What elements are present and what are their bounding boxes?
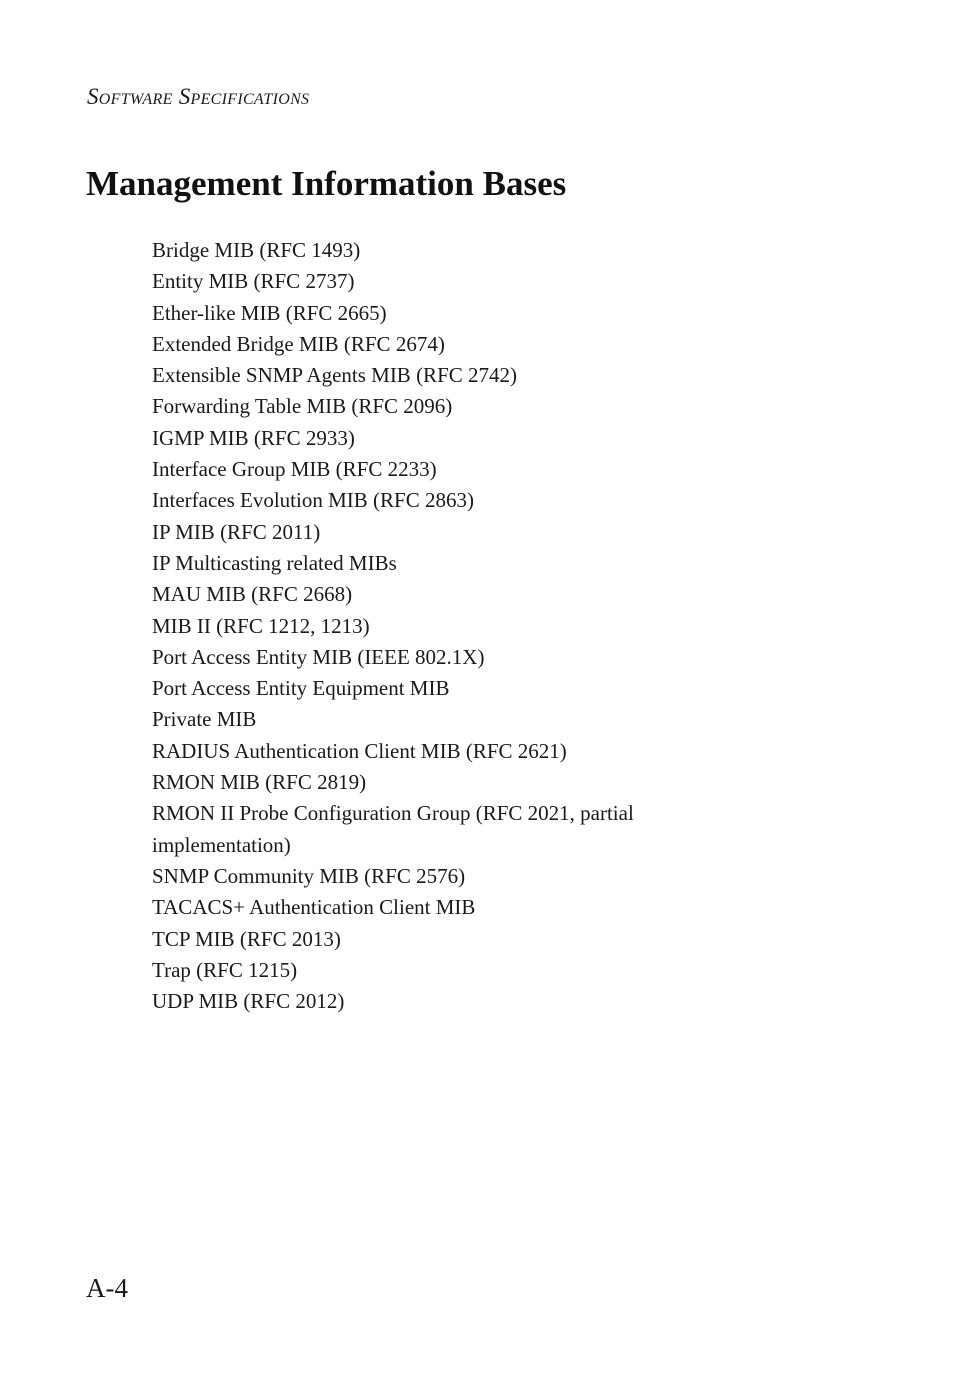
list-item: Bridge MIB (RFC 1493) [152,238,361,262]
list-item: Ether-like MIB (RFC 2665) [152,300,387,325]
list-item: Extensible SNMP Agents MIB (RFC 2742) [152,363,517,388]
list-item: Trap (RFC 1215) [152,957,298,982]
list-item: TCP MIB (RFC 2013) [152,926,341,951]
list-item: RMON MIB (RFC 2819) [152,770,367,795]
list-item: Forwarding Table MIB (RFC 2096) [152,394,453,419]
list-item: Entity MIB (RFC 2737) [152,269,355,294]
page-number: A-4 [86,1273,128,1303]
list-item: Interface Group MIB (RFC 2233) [152,457,437,482]
page-title: Management Information Bases [86,164,567,203]
list-item: Interfaces Evolution MIB (RFC 2863) [152,488,474,513]
mib-list [152,235,712,1017]
list-item: Private MIB [152,707,257,732]
list-item: MAU MIB (RFC 2668) [152,582,353,607]
list-item: MIB II (RFC 1212, 1213) [152,613,370,638]
list-item: IGMP MIB (RFC 2933) [152,425,355,450]
list-item: IP MIB (RFC 2011) [152,519,321,544]
list-item: SNMP Community MIB (RFC 2576) [152,863,466,888]
list-item: RADIUS Authentication Client MIB (RFC 2621) [152,738,567,763]
list-item: Port Access Entity MIB (IEEE 802.1X) [152,644,485,669]
list-item: IP Multicasting related MIBs [152,550,397,575]
list-item: RMON II Probe Configuration Group (RFC 2021, partial implementation) [152,801,634,857]
list-item: UDP MIB (RFC 2012) [152,989,345,1014]
running-header: Software Specifications [87,84,310,109]
list-item: Extended Bridge MIB (RFC 2674) [152,331,445,356]
list-item: Port Access Entity Equipment MIB [152,676,450,701]
list-item: TACACS+ Authentication Client MIB [152,895,476,920]
